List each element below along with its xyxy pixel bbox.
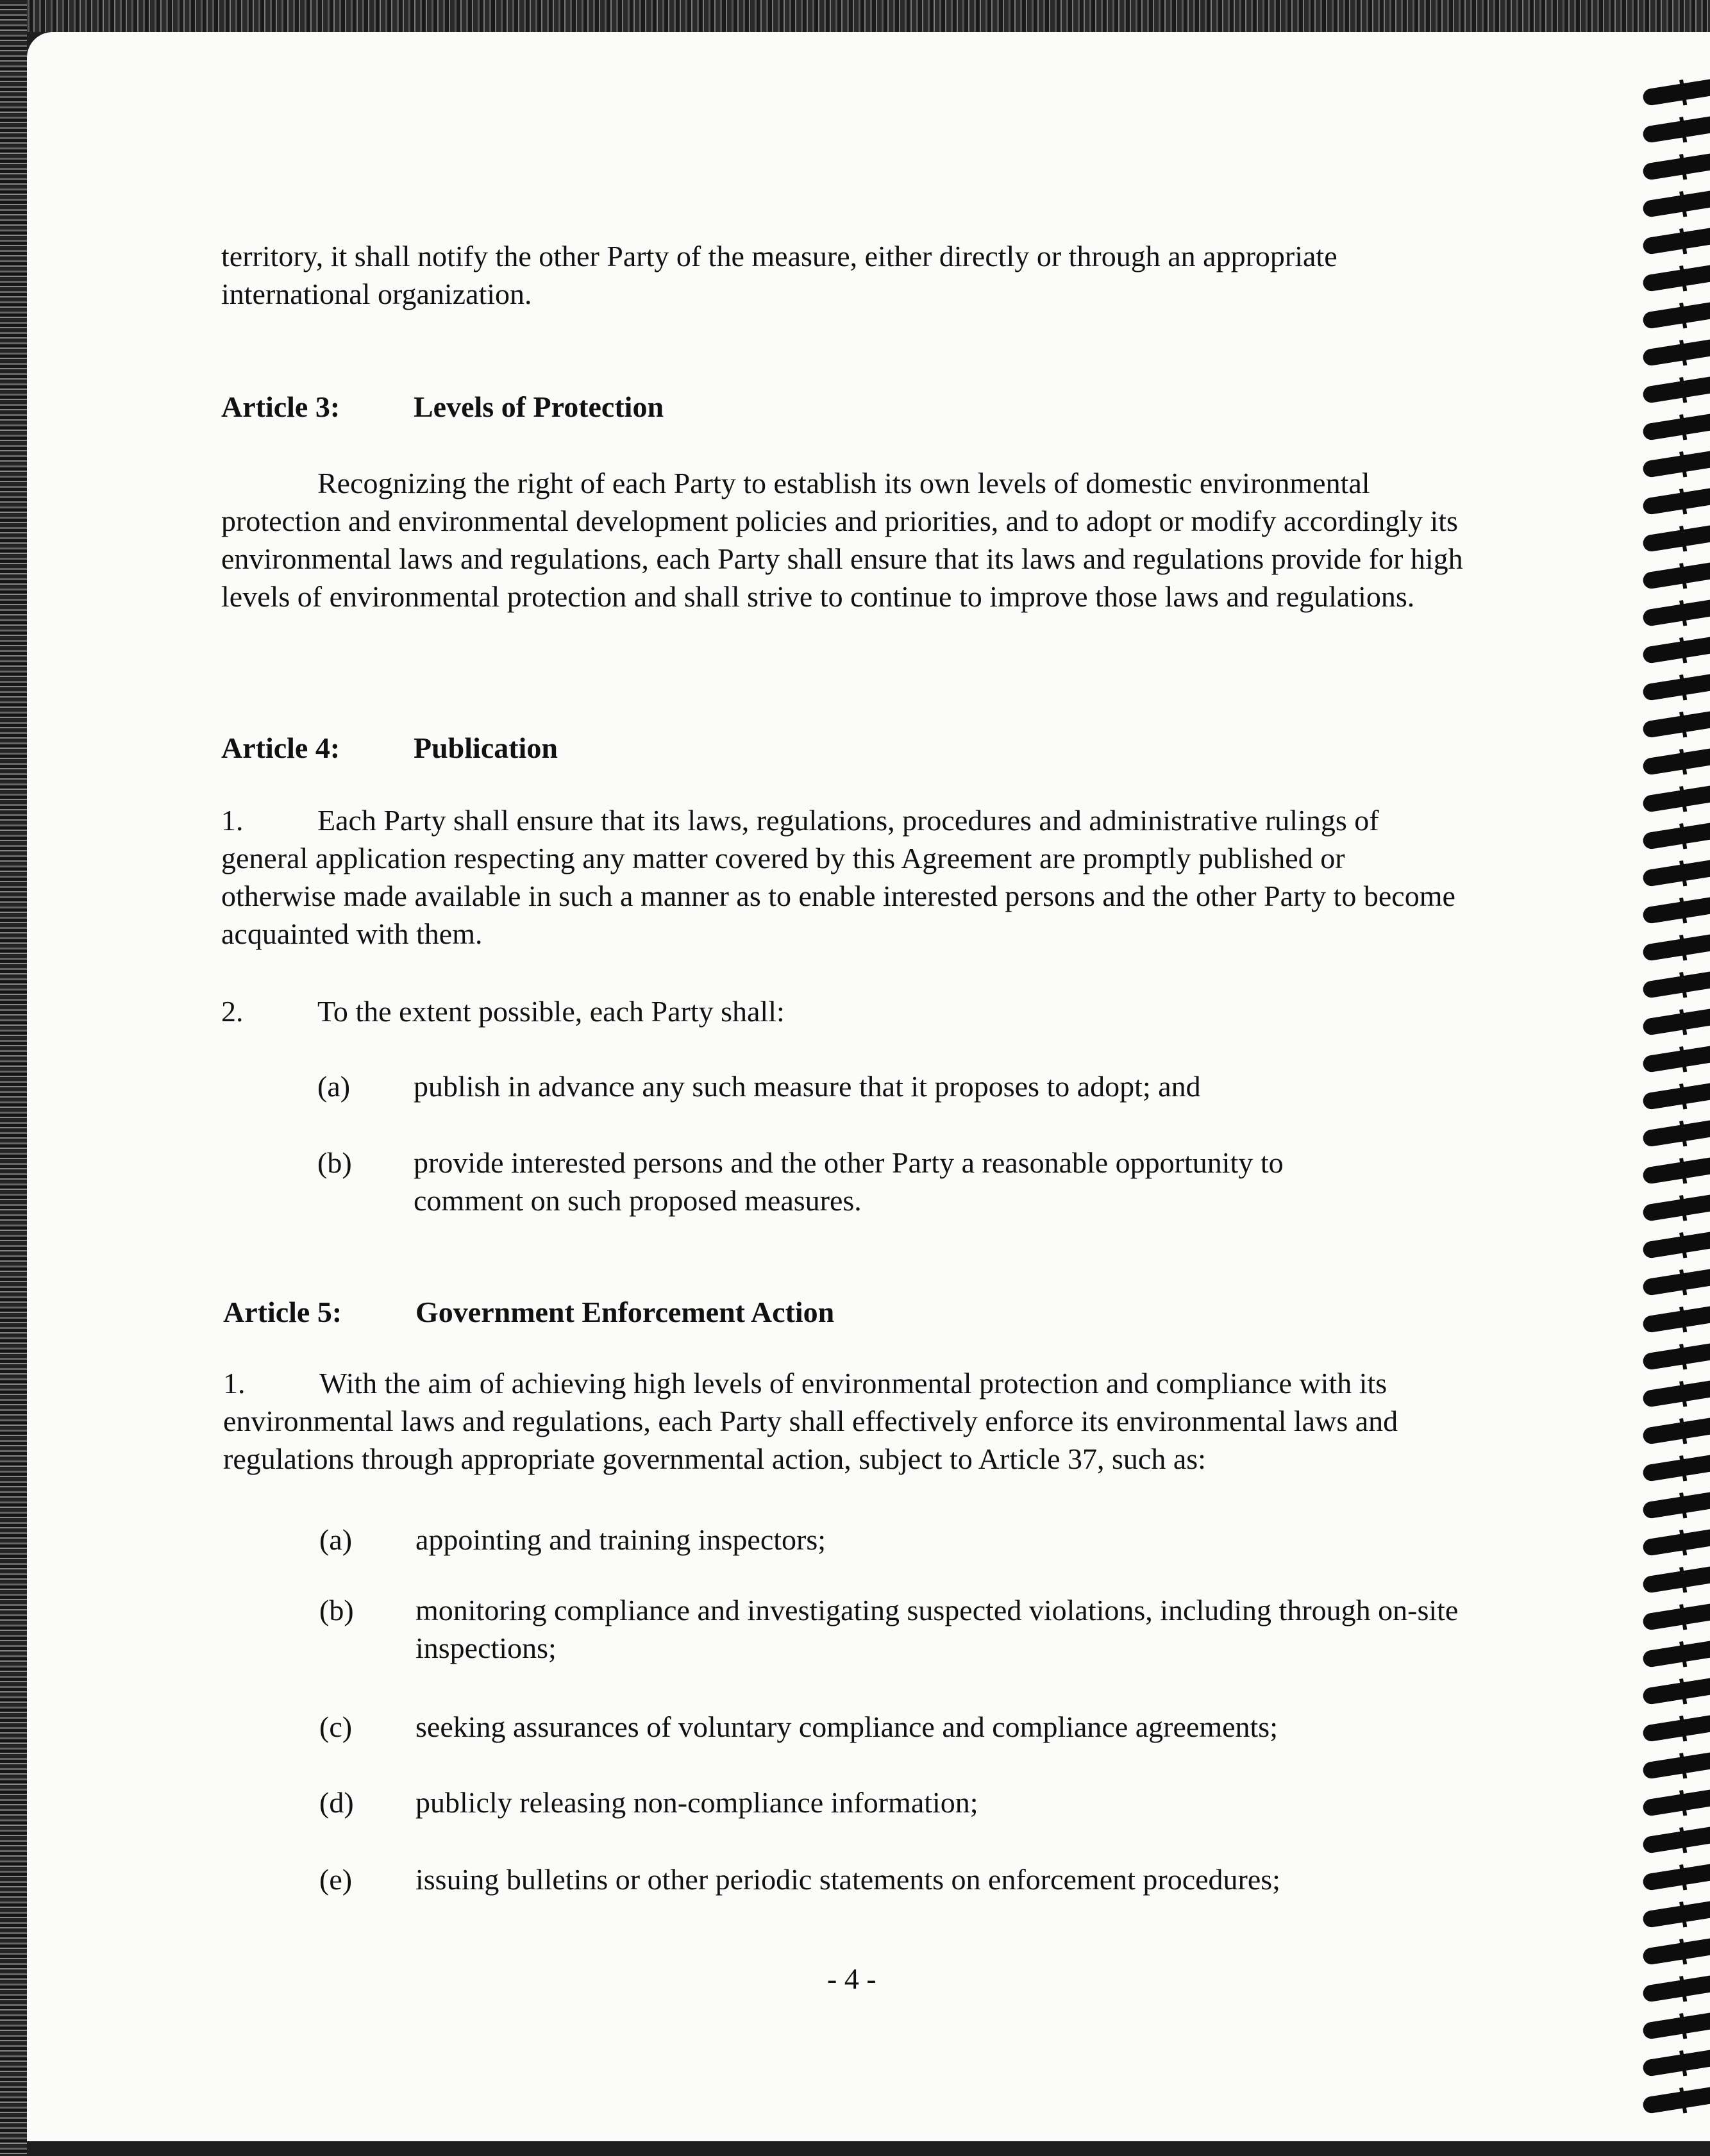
spiral-coil [1642, 1527, 1710, 1557]
spiral-coil [1642, 263, 1710, 292]
spiral-coil [1642, 969, 1710, 999]
article-3-paragraph: Recognizing the right of each Party to establish its own levels of domestic environmental protection and environmental development policies and priorities, and to adopt or modify accordingly its environmental laws and regulations, each Party shall ensure that its laws and regulations provide for high levels of environmental protection and shall strive to continue to improve those laws and regulations. [221, 467, 1463, 613]
spiral-coil [1642, 2010, 1710, 2040]
spiral-coil [1642, 412, 1710, 441]
spiral-coil [1642, 1081, 1710, 1110]
spiral-coil [1642, 1453, 1710, 1482]
spiral-coil [1642, 151, 1710, 181]
article-5-title: Government Enforcement Action [415, 1296, 835, 1328]
spiral-coil [1642, 1044, 1710, 1073]
spiral-coil [1642, 1490, 1710, 1519]
article-5-item-1-number: 1. [223, 1367, 246, 1400]
spiral-coil [1642, 1007, 1710, 1036]
spiral-coil [1642, 449, 1710, 478]
spiral-coil [1642, 1787, 1710, 1817]
spiral-coil [1642, 1341, 1710, 1371]
subitem-text: monitoring compliance and investigating suspected violations, including through on-site inspections; [415, 1594, 1459, 1664]
article-4-number: Article 4: [221, 731, 340, 764]
spiral-coil [1642, 114, 1710, 144]
spiral-coil [1642, 932, 1710, 962]
spiral-coil [1642, 337, 1710, 367]
article-3-title: Levels of Protection [414, 390, 664, 423]
spiral-coil [1642, 1378, 1710, 1408]
subitem-label: (b) [319, 1594, 354, 1626]
intro-paragraph: territory, it shall notify the other Party of the measure, either directly or through an appropriate international organization. [221, 240, 1337, 310]
spiral-coil [1642, 1899, 1710, 1928]
scan-edge-top [0, 0, 1710, 32]
article-4-title: Publication [414, 731, 558, 764]
spiral-coil [1642, 597, 1710, 627]
spiral-coil [1642, 1267, 1710, 1296]
spiral-coil [1642, 2085, 1710, 2114]
spiral-coil [1642, 746, 1710, 776]
article-5-item-1 [223, 1364, 1473, 1478]
spiral-coil [1642, 1192, 1710, 1222]
article-5-number: Article 5: [223, 1296, 342, 1328]
spiral-coil [1642, 1564, 1710, 1594]
article-4-item-1-number: 1. [221, 804, 244, 837]
subitem-text: seeking assurances of voluntary compliance and compliance agreements; [415, 1710, 1278, 1743]
subitem-label: (a) [317, 1070, 351, 1103]
spiral-coil [1642, 560, 1710, 590]
spiral-coil [1642, 486, 1710, 515]
spiral-coil [1642, 77, 1710, 106]
subitem-text: provide interested persons and the other Party a reasonable opportunity to comment on such proposed measures. [414, 1146, 1284, 1217]
spiral-coil [1642, 672, 1710, 701]
spiral-coil [1642, 821, 1710, 850]
subitem-label: (d) [319, 1786, 354, 1819]
subitem-label: (a) [319, 1523, 353, 1556]
spiral-coil [1642, 1230, 1710, 1259]
spiral-coil [1642, 1862, 1710, 1891]
spiral-coil [1642, 300, 1710, 330]
article-4-item-1-text: Each Party shall ensure that its laws, regulations, procedures and administrative rulings of general application respecting any matter covered by this Agreement are promptly published or otherwise made available in such a manner as to enable interested persons and the other Party to become acquainted with them. [221, 804, 1455, 950]
subitem-label: (c) [319, 1710, 353, 1743]
spiral-coil [1642, 1713, 1710, 1742]
spiral-binding [1630, 51, 1710, 2141]
article-5-item-1-text: With the aim of achieving high levels of environmental protection and compliance with its environmental laws and regulations, each Party shall effectively enforce its environmental laws and regulations through appropriate governmental action, subject to Article 37, such as: [223, 1367, 1398, 1475]
spiral-coil [1642, 374, 1710, 404]
subitem-text: publish in advance any such measure that it proposes to adopt; and [414, 1070, 1201, 1103]
spiral-coil [1642, 2048, 1710, 2077]
spiral-coil [1642, 1750, 1710, 1780]
spiral-coil [1642, 1639, 1710, 1668]
spiral-coil [1642, 858, 1710, 887]
subitem-text: publicly releasing non-compliance information; [415, 1786, 978, 1819]
spiral-coil [1642, 709, 1710, 739]
article-3-number: Article 3: [221, 390, 340, 423]
article-4-item-2-text: To the extent possible, each Party shall: [317, 995, 785, 1028]
subitem-text: appointing and training inspectors; [415, 1523, 826, 1556]
article-4-item-2 [221, 992, 1465, 1030]
spiral-coil [1642, 226, 1710, 255]
spiral-coil [1642, 635, 1710, 664]
article-4-item-1 [221, 801, 1465, 953]
spiral-coil [1642, 1416, 1710, 1445]
spiral-coil [1642, 1973, 1710, 2003]
spiral-coil [1642, 1676, 1710, 1705]
spiral-coil [1642, 523, 1710, 553]
scan-edge-left [0, 0, 27, 2156]
subitem-label: (e) [319, 1863, 353, 1896]
spiral-coil [1642, 1936, 1710, 1966]
subitem-text: issuing bulletins or other periodic statements on enforcement procedures; [415, 1863, 1280, 1896]
page-number: - 4 - [827, 1962, 876, 1995]
spiral-coil [1642, 1118, 1710, 1148]
spiral-coil [1642, 783, 1710, 813]
spiral-coil [1642, 895, 1710, 924]
spiral-coil [1642, 188, 1710, 218]
spiral-coil [1642, 1155, 1710, 1185]
spiral-coil [1642, 1825, 1710, 1854]
article-4-item-2-number: 2. [221, 995, 244, 1028]
spiral-coil [1642, 1601, 1710, 1631]
subitem-label: (b) [317, 1146, 352, 1179]
spiral-coil [1642, 1304, 1710, 1333]
